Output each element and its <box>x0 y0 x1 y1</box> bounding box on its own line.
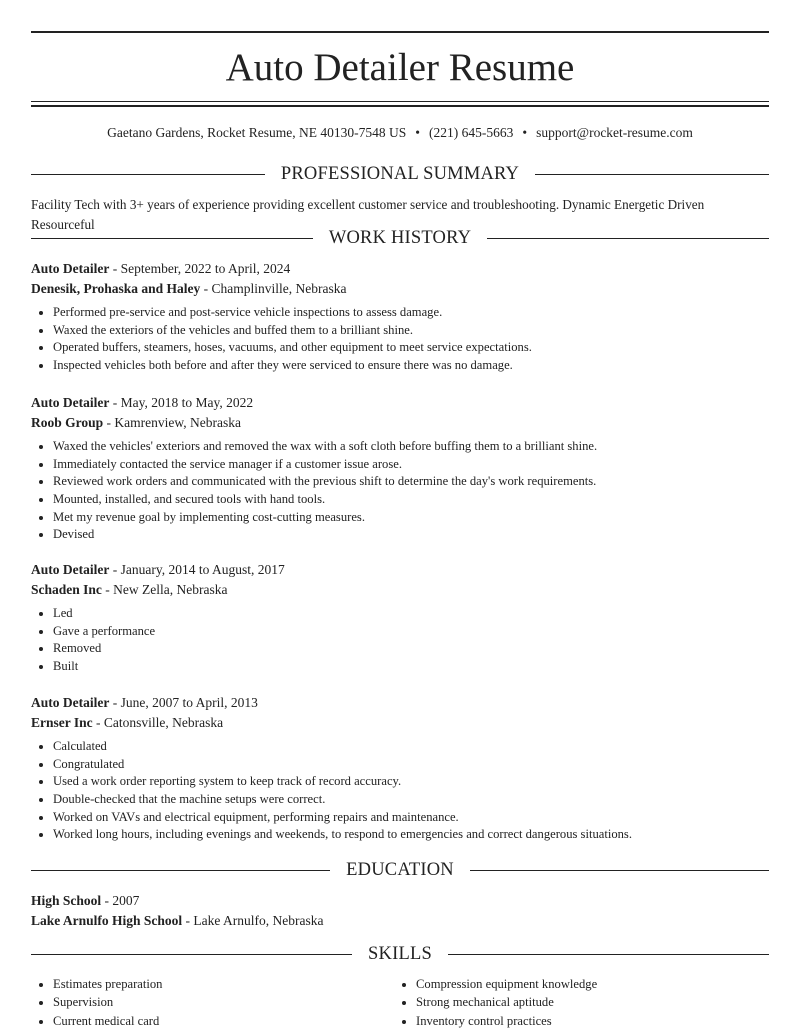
education-location: - Lake Arnulfo, Nebraska <box>182 912 324 928</box>
job-dates: - May, 2018 to May, 2022 <box>109 395 254 410</box>
job-entry <box>31 560 769 676</box>
skill-item: • Current medical card <box>53 1012 394 1030</box>
job-dates: - September, 2022 to April, 2024 <box>109 261 291 276</box>
job-bullet: • Mounted, installed, and secured tools with hand tools. <box>53 491 769 509</box>
title-rule-upper <box>31 101 769 102</box>
job-bullet: • Gave a performance <box>53 623 769 641</box>
section-rule <box>470 870 769 871</box>
job-bullet: • Removed <box>53 640 769 658</box>
job-title: Auto Detailer <box>31 695 110 710</box>
section-rule <box>31 174 265 175</box>
contact-separator: • <box>415 125 421 140</box>
job-company: Denesik, Prohaska and Haley <box>31 280 201 296</box>
contact-line <box>31 123 769 143</box>
skill-item: • Compression equipment knowledge <box>416 975 757 993</box>
job-bullets <box>31 438 769 544</box>
skill-item: • Strong mechanical aptitude <box>416 993 757 1011</box>
job-bullet: • Worked on VAVs and electrical equipment, performing repairs and maintenance. <box>53 809 769 827</box>
education-entry <box>31 891 769 930</box>
job-bullet: • Led <box>53 605 769 623</box>
job-bullet: • Double-checked that the machine setups were correct. <box>53 791 769 809</box>
job-bullet: • Devised <box>53 526 769 544</box>
section-rule <box>31 870 330 871</box>
job-bullets <box>31 738 769 844</box>
job-title: Auto Detailer <box>31 261 110 276</box>
section-header-education <box>31 858 769 882</box>
skill-item: • Estimates preparation <box>53 975 394 993</box>
job-location: - Kamrenview, Nebraska <box>103 414 241 430</box>
section-title-summary: PROFESSIONAL SUMMARY <box>280 164 520 184</box>
section-title-work: WORK HISTORY <box>328 228 472 248</box>
job-company: Schaden Inc <box>31 581 102 597</box>
job-title: Auto Detailer <box>31 395 110 410</box>
skill-item: • Inventory control practices <box>416 1012 757 1030</box>
job-bullet: • Waxed the exteriors of the vehicles and buffed them to a brilliant shine. <box>53 322 769 340</box>
section-rule <box>487 238 769 239</box>
job-location: - Catonsville, Nebraska <box>92 714 224 730</box>
job-bullet: • Inspected vehicles both before and after they were serviced to ensure there was no damage. <box>53 357 769 375</box>
section-header-skills <box>31 942 769 966</box>
section-title-skills: SKILLS <box>368 944 432 964</box>
job-bullets <box>31 605 769 676</box>
job-entry <box>31 693 769 844</box>
education-degree: High School <box>31 893 102 908</box>
job-location: - Champlinville, Nebraska <box>200 280 347 296</box>
job-entry <box>31 393 769 544</box>
section-header-work <box>31 226 769 250</box>
job-bullet: • Congratulated <box>53 756 769 774</box>
education-school: Lake Arnulfo High School <box>31 912 183 928</box>
skill-item: • Supervision <box>53 993 394 1011</box>
contact-separator: • <box>522 125 528 140</box>
summary-text: Facility Tech with 3+ years of experience providing excellent customer service and troubleshooting. Dynamic Energetic Driven Resourceful <box>31 197 705 232</box>
job-bullet: • Operated buffers, steamers, hoses, vacuums, and other equipment to meet service expectations. <box>53 339 769 357</box>
job-location: - New Zella, Nebraska <box>101 581 228 597</box>
top-rule <box>31 31 769 33</box>
section-rule <box>31 954 352 955</box>
skills-column-left <box>31 975 394 1030</box>
job-title: Auto Detailer <box>31 562 110 577</box>
section-header-summary <box>31 162 769 186</box>
resume-title: Auto Detailer Resume <box>225 46 575 89</box>
job-bullet: • Performed pre-service and post-service vehicle inspections to assess damage. <box>53 304 769 322</box>
job-entry <box>31 259 769 375</box>
contact-address: Gaetano Gardens, Rocket Resume, NE 40130-7548 US <box>107 125 407 140</box>
contact-phone: (221) 645-5663 <box>429 125 514 140</box>
skills-column-right <box>394 975 757 1030</box>
job-bullet: • Built <box>53 658 769 676</box>
job-bullet: • Used a work order reporting system to keep track of record accuracy. <box>53 773 769 791</box>
job-bullet: • Immediately contacted the service manager if a customer issue arose. <box>53 456 769 474</box>
job-bullet: • Waxed the vehicles' exteriors and removed the wax with a soft cloth before buffing them to a brilliant shine. <box>53 438 769 456</box>
contact-email: support@rocket-resume.com <box>536 125 693 140</box>
job-dates: - June, 2007 to April, 2013 <box>109 695 258 710</box>
education-year: - 2007 <box>101 893 140 908</box>
title-rule-lower <box>31 105 769 107</box>
section-rule <box>31 238 313 239</box>
job-company: Roob Group <box>31 414 104 430</box>
job-dates: - January, 2014 to August, 2017 <box>109 562 285 577</box>
job-bullet: • Worked long hours, including evenings and weekends, to respond to emergencies and correct dangerous situations. <box>53 826 769 844</box>
skills-list <box>31 975 769 1030</box>
section-rule <box>448 954 769 955</box>
job-bullet: • Calculated <box>53 738 769 756</box>
job-bullets <box>31 304 769 375</box>
job-bullet: • Reviewed work orders and communicated with the previous shift to determine the day's work requirements. <box>53 473 769 491</box>
job-company: Ernser Inc <box>31 714 93 730</box>
section-rule <box>535 174 769 175</box>
job-bullet: • Met my revenue goal by implementing cost-cutting measures. <box>53 509 769 527</box>
section-title-education: EDUCATION <box>346 860 454 880</box>
